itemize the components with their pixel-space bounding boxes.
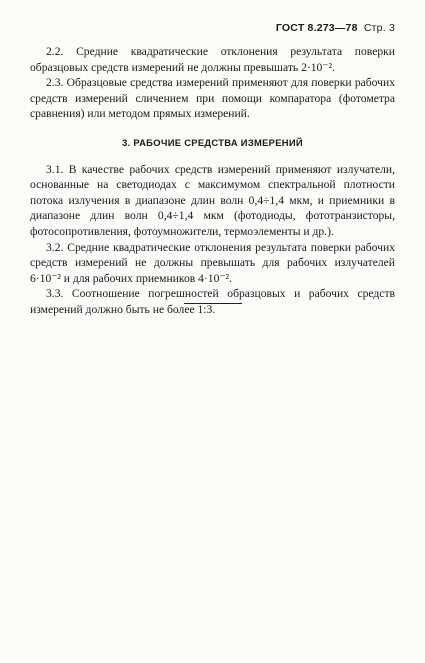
document-body [30, 44, 395, 318]
paragraph-3-2: 3.2. Средние квадратические отклонения результата поверки рабочих средств измерений не должны превышать для рабочих излучателей 6·10⁻² и для рабочих приемников 4·10⁻². [30, 240, 395, 285]
paragraph-3-1: 3.1. В качестве рабочих средств измерений применяют излучатели, основанные на светодиодах с максимумом спектральной плотности потока излучения в диапазоне длин волн 0,4÷1,4 мкм, и приемники в диапазоне длин волн 0,4÷1,4 мкм (фотодиоды, фототранзисторы, фотосопротивления, фотоумножители, термоэлементы и др.). [30, 162, 395, 238]
page-header [276, 22, 395, 34]
paragraph-3-3: 3.3. Соотношение погрешностей образцовых и рабочих средств измерений должно быть не более 1:3. [30, 287, 395, 316]
paragraph-2-2: 2.2. Средние квадратические отклонения результата поверки образцовых средств измерений не должны превышать 2·10⁻². [30, 45, 395, 74]
page-label: Стр. [363, 22, 386, 34]
page-number: 3 [388, 22, 395, 34]
document-code: ГОСТ 8.273—78 [275, 22, 358, 34]
end-rule [184, 303, 242, 304]
section-heading-3: 3. РАБОЧИЕ СРЕДСТВА ИЗМЕРЕНИЙ [122, 136, 303, 148]
paragraph-2-3: 2.3. Образцовые средства измерений применяют для поверки рабочих средств измерений сличением при помощи компаратора (фотометра сравнения) или методом прямых измерений. [30, 76, 395, 121]
